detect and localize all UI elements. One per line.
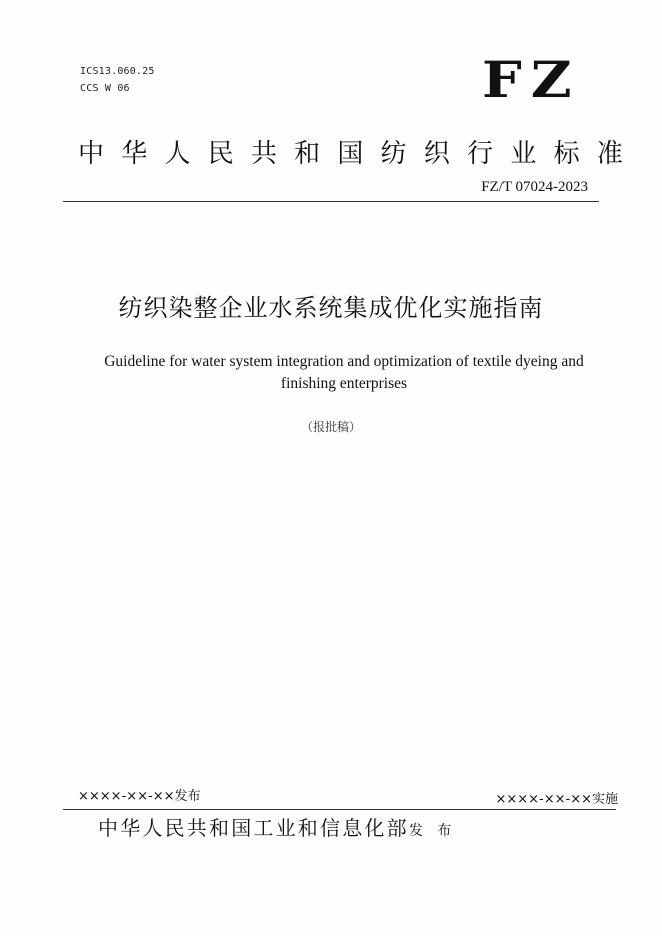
heading-char: 国: [337, 139, 364, 169]
heading-char: 标: [553, 139, 580, 169]
title-chinese: 纺织染整企业水系统集成优化实施指南: [118, 294, 544, 322]
heading-char: 人: [164, 139, 191, 169]
heading-char: 准: [596, 139, 623, 169]
ccs-code: CCS W 06: [80, 83, 130, 94]
heading-char: 华: [121, 139, 148, 169]
issuer-name: 中华人民共和国工业和信息化部: [98, 816, 409, 840]
issuer-suffix: 发 布: [408, 823, 457, 839]
issuing-authority: [98, 812, 456, 841]
heading-char: 民: [207, 139, 234, 169]
heading-char: 业: [510, 139, 537, 169]
header-divider: [63, 201, 599, 202]
title-english: Guideline for water system integration and optimization of textile dyeing and finishing enterprises: [104, 353, 584, 392]
heading-char: 纺: [380, 139, 407, 169]
industry-standard-heading: [78, 138, 623, 170]
fz-logo: FZ: [482, 50, 581, 109]
heading-char: 行: [467, 139, 494, 169]
ics-code: ICS13.060.25: [80, 66, 155, 77]
footer-divider: [63, 809, 616, 810]
implementation-date: ××××-××-××实施: [495, 792, 618, 807]
heading-char: 和: [294, 139, 321, 169]
draft-status: （报批稿）: [300, 420, 361, 434]
issue-date: ××××-××-××发布: [78, 789, 201, 804]
standard-number: FZ/T 07024-2023: [481, 179, 588, 195]
heading-char: 织: [423, 139, 450, 169]
heading-char: 中: [78, 139, 105, 169]
heading-char: 共: [250, 139, 277, 169]
